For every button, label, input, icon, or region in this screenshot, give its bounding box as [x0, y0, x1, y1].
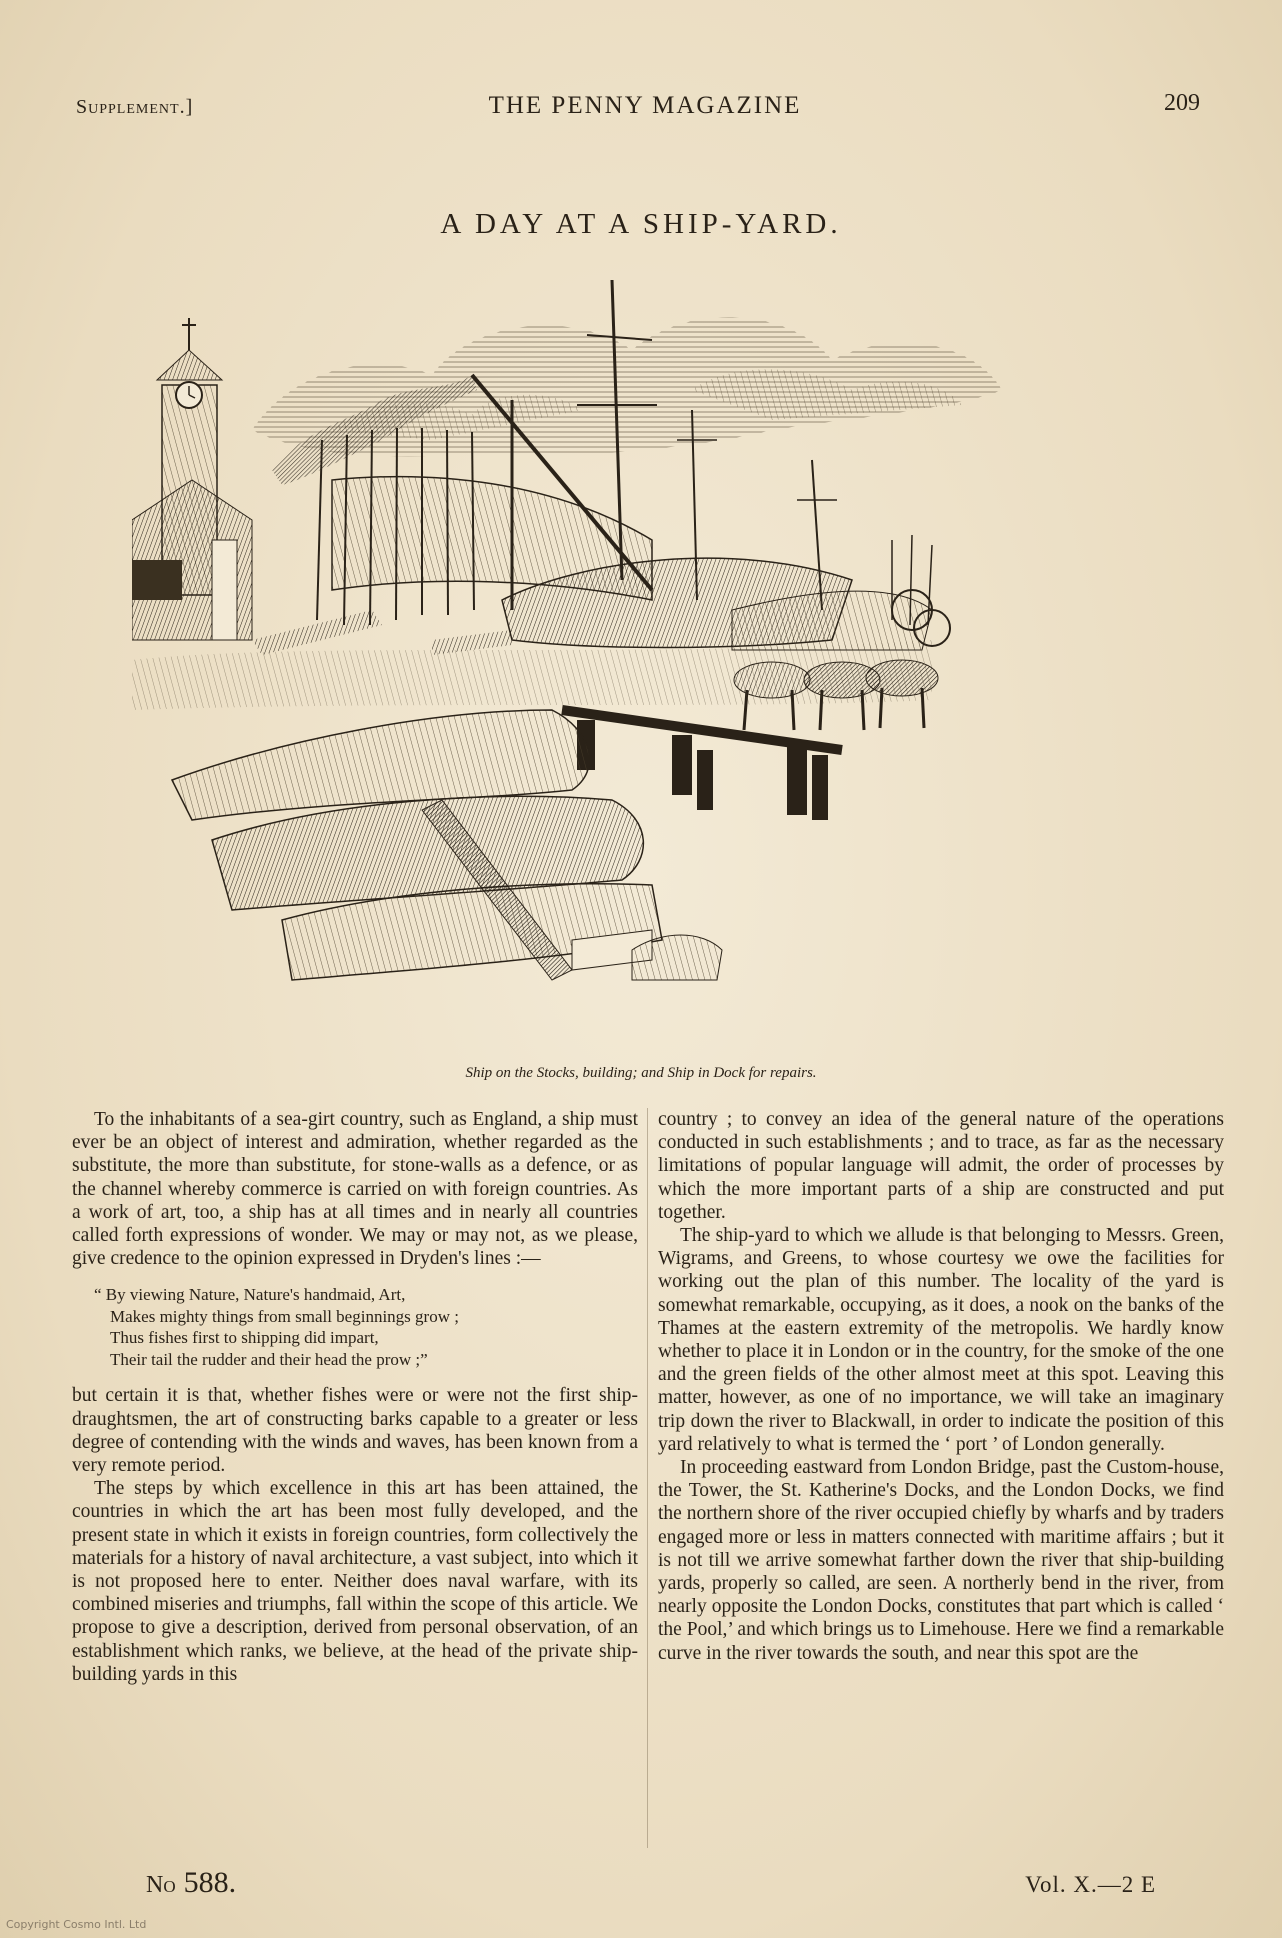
verse-line: Their tail the rudder and their head the prow ;” [110, 1349, 428, 1369]
running-header [72, 88, 1218, 128]
paragraph: but certain it is that, whether fishes were or were not the first ship-draughtsmen, the art of constructing barks capable to a greater or less degree of contending with the winds and waves, has been known from a very remote period. [72, 1385, 638, 1477]
verse-line: “ By viewing Nature, Nature's handmaid, Art, [94, 1285, 406, 1305]
shipyard-engraving [132, 280, 1172, 1032]
paragraph: The ship-yard to which we allude is that belonging to Messrs. Green, Wigrams, and Greens, to whose courtesy we owe the facilities for working out the plan of this number. The locality of the yard is somewhat remarkable, occupying, as it does, a nook on the banks of the Thames at the eastern extremity of the metropolis. We hardly know whether to place it in London or in the country, for the smoke of the one and the green fields of the other almost meet at this spot. Leaving this matter, however, as one of no importance, we will take an imaginary trip down the river to Blackwall, in order to indicate the position of this yard relatively to what is termed the ‘ port ’ of London generally. [658, 1225, 1224, 1455]
magazine-title: THE PENNY MAGAZINE [488, 92, 802, 119]
issue-prefix: No [146, 1872, 176, 1898]
volume-signature: Vol. X.—2 E [1025, 1872, 1156, 1897]
timber-pile [172, 710, 722, 980]
page-number: 209 [1164, 90, 1200, 116]
paragraph: country ; to convey an idea of the general nature of the operations conducted in such establishments ; and to trace, as far as the necessary limitations of popular language will admit, the order of processes by which the more important parts of a ship are constructed and put together. [658, 1109, 1224, 1223]
issue-number [146, 1866, 236, 1900]
verse-line: Makes mighty things from small beginnings grow ; [110, 1306, 459, 1326]
supplement-label: Supplement.] [76, 96, 194, 118]
paragraph: In proceeding eastward from London Bridge, past the Custom-house, the Tower, the St. Katherine's Docks, and the London Docks, we find the northern shore of the river occupied chiefly by wharfs and by traders engaged more or less in matters connected with maritime affairs ; but it is not till we arrive somewhat farther down the river that ship-building yards, properly so called, are seen. A northerly bend in the river, from nearly opposite the London Docks, constitutes that part which is called ‘ the Pool,’ and which brings us to Limehouse. Here we find a remarkable curve in the river towards the south, and near this spot are the [658, 1457, 1224, 1664]
paragraph: The steps by which excellence in this art has been attained, the countries in which the art has been most fully developed, and the present state in which it exists in foreign countries, form collectively the materials for a history of naval architecture, a vast subject, into which it is not proposed here to enter. Neither does naval warfare, with its combined miseries and triumphs, fall within the scope of this article. We propose to give a description, derived from personal observation, of an establishment which ranks, we believe, at the head of the private ship-building yards in this [72, 1478, 638, 1685]
dryden-verse [94, 1284, 638, 1370]
article-title: A DAY AT A SHIP-YARD. [440, 208, 842, 240]
illustration-caption: Ship on the Stocks, building; and Ship in Dock for repairs. [465, 1065, 817, 1081]
column-left [72, 1108, 638, 1686]
verse-line: Thus fishes first to shipping did impart, [110, 1328, 379, 1348]
page-footer [0, 1866, 1282, 1906]
sheds [132, 480, 252, 640]
column-divider [647, 1108, 648, 1848]
copyright-notice: Copyright Cosmo Intl. Ltd [6, 1918, 147, 1931]
column-right [658, 1108, 1224, 1665]
issue-value: 588. [183, 1866, 237, 1899]
paragraph: To the inhabitants of a sea-girt country, such as England, a ship must ever be an object of interest and admiration, whether regarded as the substitute, the more than substitute, for stone-walls as a defence, or as the channel whereby commerce is carried on with foreign countries. As a work of art, too, a ship has at all times and in nearly all countries called forth expressions of wonder. We may or may not, as we please, give credence to the opinion expressed in Dryden's lines :— [72, 1109, 638, 1270]
